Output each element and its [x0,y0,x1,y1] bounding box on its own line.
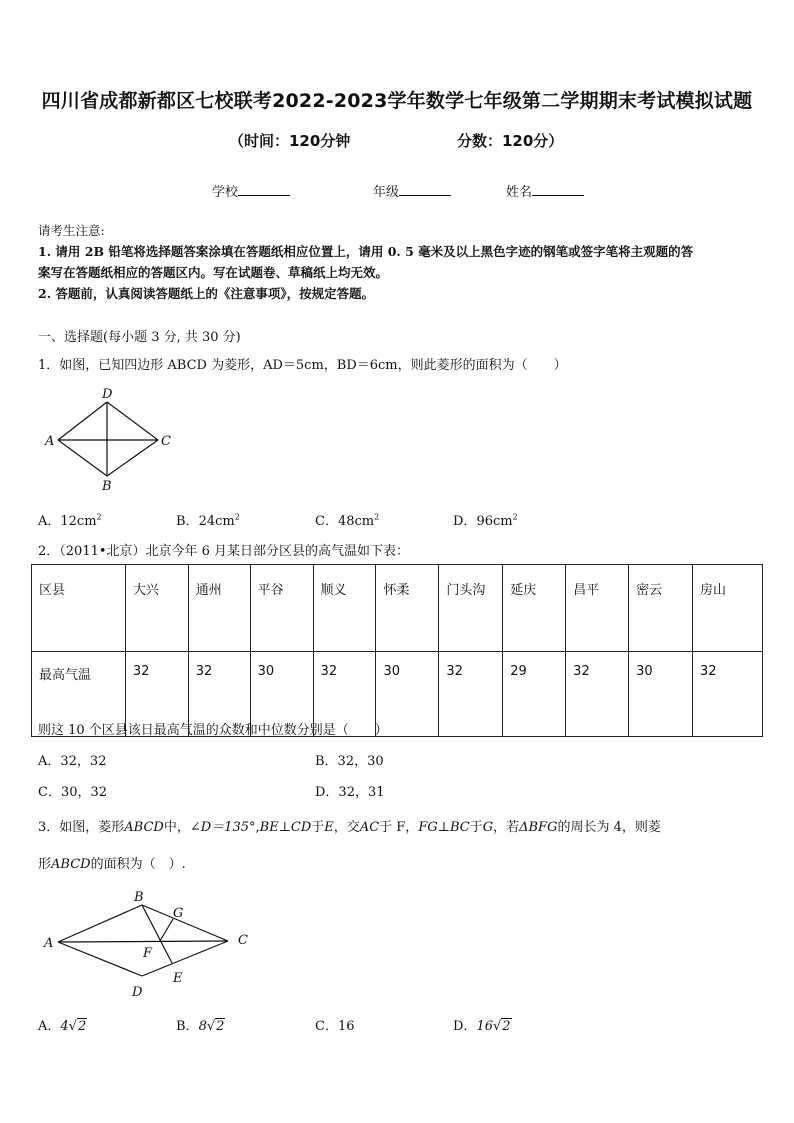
edge-ab [58,905,142,942]
table-cell: 29 [503,652,566,737]
question-3-text-line-2: 形ABCD的面积为（ ）. [38,857,186,872]
edge-bc [142,905,228,941]
label-b: B [102,479,112,494]
table-cell: 32 [692,652,762,737]
q1-option-b: B．$24cm^2$ [176,512,240,529]
question-3-text: 3．如图，菱形ABCD中，∠D＝135°,BE⊥CD于E，交AC于 F，FG⊥BC于G，若ΔBFG的周长为 4，则菱 [38,820,661,835]
label-d: D [132,985,143,1000]
q1-option-d: D．$96cm^2$ [453,512,518,529]
section-heading: 一、选择题(每小题 3 分, 共 30 分) [38,330,241,345]
grade-label: 年级 [373,185,400,200]
table-cell: 32 [439,652,503,737]
q2-option-a: A．32，32 [38,754,107,769]
table-cell: 延庆 [503,565,566,652]
question-2-prompt: 则这 10 个区县该日最高气温的众数和中位数分别是（ ） [38,723,388,738]
q2-option-c: C．30，32 [38,785,108,800]
q2-option-b: B．32，30 [315,754,384,769]
q3-option-d: D．16√2 [453,1019,511,1034]
table-cell: 密云 [629,565,693,652]
table-cell: 昌平 [566,565,629,652]
edge-ba [58,440,107,476]
table-cell: 顺义 [313,565,376,652]
school-blank [238,183,290,196]
notice-block [38,220,758,304]
label-d: D [102,387,113,402]
label-b: B [134,890,144,905]
q1-option-c: C．$48cm^2$ [315,512,380,529]
notice-heading: 请考生注意: [38,223,105,238]
table-cell: 32 [188,652,250,737]
label-a: A [45,434,55,449]
grade-field [373,181,451,200]
table-header-row [32,565,763,652]
name-field [506,181,584,200]
q3-option-a: A．4√2 [38,1019,87,1034]
table-cell: 通州 [188,565,250,652]
table-cell: 最高气温 [32,652,126,737]
q2-option-d: D．32，31 [315,785,385,800]
label-c: C [238,933,248,948]
question-1-text: 1．如图，已知四边形 ABCD 为菱形，AD＝5cm，BD＝6cm，则此菱形的面积为（ ） [38,358,567,373]
page-title: 四川省成都新都区七校联考2022-2023学年数学七年级第二学期期末考试模拟试题 [41,90,753,112]
diagonal-ac [58,941,228,942]
q3-option-b: B．8√2 [176,1019,225,1034]
question-2-text: 2．（2011•北京）北京今年 6 月某日部分区县的高气温如下表： [38,544,410,559]
table-cell: 30 [376,652,439,737]
grade-blank [399,183,451,196]
q3-option-c: C．16 [315,1019,355,1034]
table-cell: 30 [250,652,313,737]
notice-item-1-line-1: 1. 请用 2B 铅笔将选择题答案涂填在答题纸相应位置上，请用 0. 5 毫米及以上黑色字迹的钢笔或签字笔将主观题的答 [38,244,694,259]
edge-cd [142,941,228,976]
table-cell: 区县 [32,565,126,652]
name-label: 姓名 [506,185,533,200]
table-cell: 32 [566,652,629,737]
table-cell: 门头沟 [439,565,503,652]
label-f: F [143,946,153,961]
label-a: A [44,936,54,951]
exam-score: 分数：120分） [457,132,564,150]
rhombus-figure-1 [40,386,180,494]
label-e: E [173,971,183,986]
edge-ad [58,402,107,440]
school-field [212,181,290,200]
label-c: C [161,434,171,449]
label-g: G [173,906,184,921]
edge-cb [107,440,158,476]
notice-item-2: 2. 答题前，认真阅读答题纸上的《注意事项》，按规定答题。 [38,286,375,301]
table-cell: 大兴 [125,565,188,652]
table-cell: 房山 [692,565,762,652]
table-cell: 32 [313,652,376,737]
table-cell: 30 [629,652,693,737]
edge-da [58,942,142,976]
name-blank [532,183,584,196]
school-label: 学校 [212,185,239,200]
table-cell: 32 [125,652,188,737]
segment-fg [160,919,173,941]
table-cell: 怀柔 [376,565,439,652]
rhombus-figure-3 [40,886,260,1001]
edge-dc [107,402,158,440]
exam-time: （时间：120分钟 [229,132,351,150]
table-cell: 平谷 [250,565,313,652]
temperature-table [31,564,763,737]
q1-option-a: A．$12cm^2$ [38,512,102,529]
notice-item-1-line-2: 案写在答题纸相应的答题区内。写在试题卷、草稿纸上均无效。 [38,265,389,280]
